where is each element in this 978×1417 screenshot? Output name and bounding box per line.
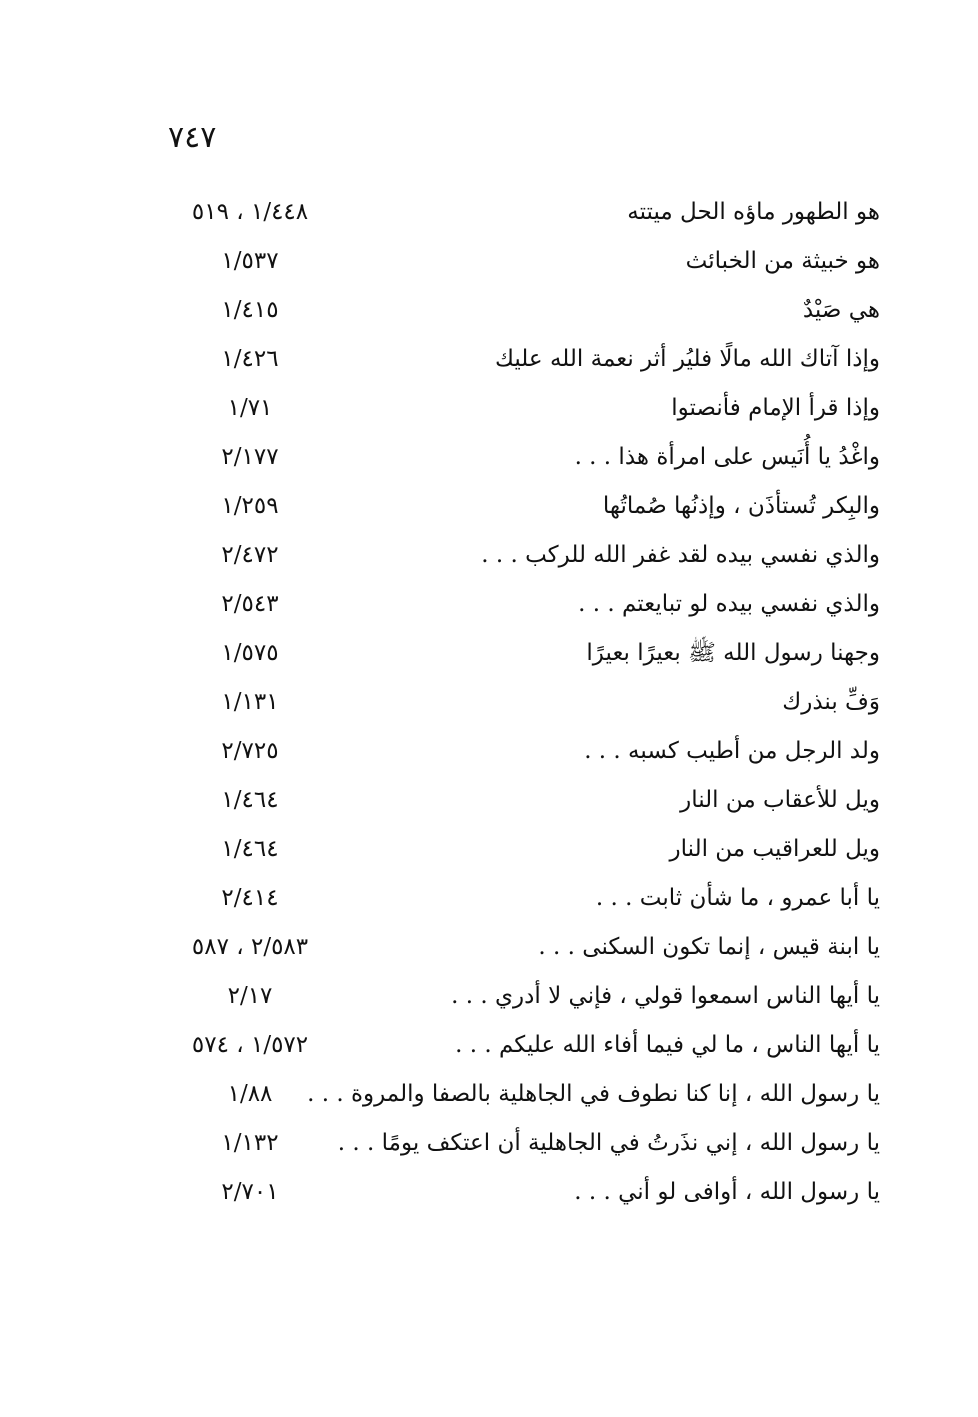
entry-reference: ١/٤٤٨ ، ٥١٩: [191, 199, 309, 225]
entry-text: ويل للأعقاب من النار: [680, 787, 880, 813]
index-entry: [160, 678, 882, 727]
index-entry: [160, 433, 882, 482]
entry-text: وإذا آتاك الله مالًا فليُر أثر نعمة الله عليك: [494, 346, 880, 372]
entry-reference: ١/٧١: [227, 395, 273, 421]
index-entry: [160, 923, 882, 972]
entry-reference: ٢/٧٠١: [221, 1179, 279, 1205]
entry-text: يا رسول الله ، أوافى لو أني . . .: [574, 1179, 880, 1205]
entry-reference: ٢/٤١٤: [221, 885, 279, 911]
entry-reference: ٢/١٧٧: [221, 444, 279, 470]
entry-reference: ١/٥٧٥: [221, 640, 279, 666]
index-entry: [160, 1168, 882, 1217]
entry-reference: ١/٥٣٧: [221, 248, 279, 274]
index-entry: [160, 1119, 882, 1168]
entry-reference: ٢/٤٧٢: [221, 542, 279, 568]
entry-reference: ٢/٥٨٣ ، ٥٨٧: [191, 934, 309, 960]
entry-text: هو الطهور ماؤه الحل ميتته: [627, 199, 880, 225]
entry-text: هو خبيثة من الخبائث: [685, 248, 880, 274]
entry-text: يا رسول الله ، إني نذَرتُ في الجاهلية أن اعتكف يومًا . . .: [337, 1130, 880, 1156]
entry-text: والبِكر تُستأذَن ، وإذنُها صُماتُها: [602, 493, 880, 519]
index-entry: [160, 384, 882, 433]
index-entry: [160, 531, 882, 580]
index-entry: [160, 580, 882, 629]
index-entry: [160, 1021, 882, 1070]
entry-reference: ١/٤١٥: [221, 297, 279, 323]
entry-text: والذي نفسي بيده لو تبايعتم . . .: [578, 591, 880, 617]
entry-reference: ١/٤٢٦: [221, 346, 279, 372]
index-entry: [160, 482, 882, 531]
entry-reference: ١/١٣١: [221, 689, 279, 715]
entry-text: يا أيها الناس ، ما لي فيما أفاء الله عليكم . . .: [455, 1032, 880, 1058]
index-entry: [160, 335, 882, 384]
entry-reference: ١/٤٦٤: [221, 836, 279, 862]
entry-reference: ١/٥٧٢ ، ٥٧٤: [191, 1032, 309, 1058]
entry-text: يا ابنة قيس ، إنما تكون السكنى . . .: [538, 934, 880, 960]
hadith-index-list: [160, 188, 882, 1217]
entry-reference: ٢/١٧: [227, 983, 273, 1009]
entry-text: وَفِّ بنذرك: [782, 689, 880, 715]
entry-reference: ١/٤٦٤: [221, 787, 279, 813]
entry-reference: ١/١٣٢: [221, 1130, 279, 1156]
entry-text: وإذا قرأ الإمام فأنصتوا: [671, 395, 880, 421]
entry-text: وجهنا رسول الله ﷺ بعيرًا بعيرًا: [586, 640, 880, 666]
entry-text: ولد الرجل من أطيب كسبه . . .: [584, 738, 880, 764]
entry-text: يا رسول الله ، إنا كنا نطوف في الجاهلية بالصفا والمروة . . .: [307, 1081, 880, 1107]
index-entry: [160, 972, 882, 1021]
index-entry: [160, 237, 882, 286]
entry-reference: ٢/٧٢٥: [221, 738, 279, 764]
entry-reference: ١/٢٥٩: [221, 493, 279, 519]
index-entry: [160, 825, 882, 874]
index-entry: [160, 776, 882, 825]
entry-text: يا أبا عمرو ، ما شأن ثابت . . .: [595, 885, 880, 911]
entry-text: واغْدُ يا أُنَيس على امرأة هذا . . .: [574, 444, 880, 470]
entry-text: والذي نفسي بيده لقد غفر الله للركب . . .: [481, 542, 880, 568]
index-entry: [160, 1070, 882, 1119]
page-number: ٧٤٧: [168, 120, 217, 155]
index-entry: [160, 727, 882, 776]
index-entry: [160, 286, 882, 335]
index-entry: [160, 874, 882, 923]
entry-text: ويل للعراقيب من النار: [669, 836, 880, 862]
entry-text: يا أيها الناس اسمعوا قولي ، فإني لا أدري . . .: [451, 983, 880, 1009]
index-entry: [160, 629, 882, 678]
index-entry: [160, 188, 882, 237]
entry-reference: ٢/٥٤٣: [221, 591, 279, 617]
entry-reference: ١/٨٨: [227, 1081, 273, 1107]
entry-text: هي صَيْدٌ: [802, 297, 880, 323]
